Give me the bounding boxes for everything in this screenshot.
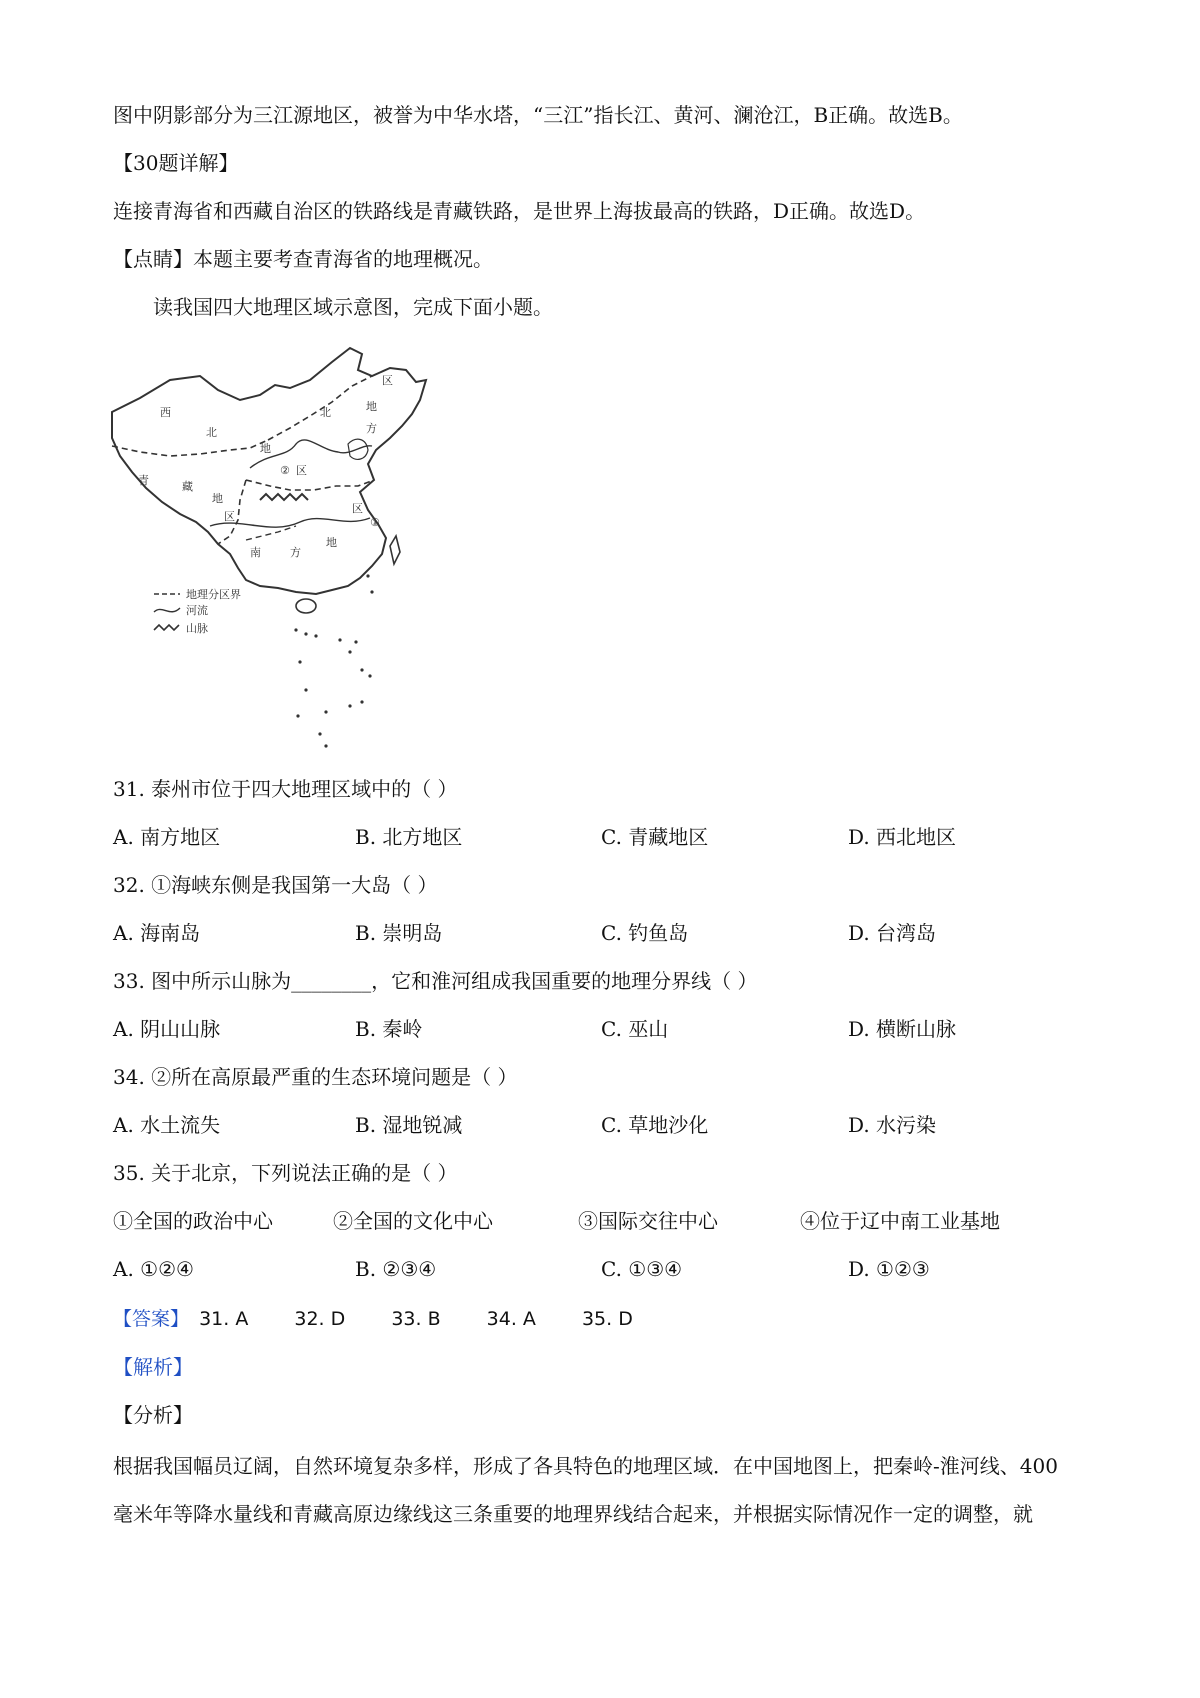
label-qing: 青	[138, 474, 149, 487]
boundary-south	[246, 526, 296, 540]
q33-option-b[interactable]: B. 秦岭	[355, 1017, 423, 1041]
china-outline	[112, 348, 426, 594]
analysis-label: 【解析】	[113, 1355, 193, 1379]
q32-option-c[interactable]: C. 钓鱼岛	[601, 921, 689, 945]
map-legend	[154, 587, 241, 635]
answer-item: 35. D	[581, 1308, 633, 1330]
question-34-stem: 34. ②所在高原最严重的生态环境问题是（ ）	[113, 1065, 518, 1089]
q31-option-b[interactable]: B. 北方地区	[355, 825, 463, 849]
answer-item: 33. B	[391, 1308, 441, 1330]
q35-statement-1: ①全国的政治中心	[113, 1209, 273, 1233]
intro-line-1: 图中阴影部分为三江源地区，被誉为中华水塔，“三江”指长江、黄河、澜沧江，B正确。故选B。	[113, 103, 963, 127]
q34-option-b[interactable]: B. 湿地锐减	[355, 1113, 463, 1137]
analysis-line-1: 根据我国幅员辽阔，自然环境复杂多样，形成了各具特色的地理区域．在中国地图上，把秦岭-淮河线、400	[113, 1454, 1058, 1478]
label-marker-2: ②	[280, 464, 290, 477]
label-di-qz: 地	[212, 492, 223, 505]
q34-option-c[interactable]: C. 草地沙化	[601, 1113, 709, 1137]
q33-option-c[interactable]: C. 巫山	[601, 1017, 669, 1041]
question-31-stem: 31. 泰州市位于四大地理区域中的（ ）	[113, 777, 458, 801]
analysis-line-2: 毫米年等降水量线和青藏高原边缘线这三条重要的地理界线结合起来，并根据实际情况作一定的调整，就	[113, 1502, 1033, 1526]
q31-option-d[interactable]: D. 西北地区	[848, 825, 957, 849]
q35-statement-4: ④位于辽中南工业基地	[800, 1209, 1000, 1233]
q35-option-b[interactable]: B. ②③④	[355, 1257, 437, 1281]
label-xi: 西	[160, 406, 171, 419]
map-prompt: 读我国四大地理区域示意图，完成下面小题。	[153, 295, 553, 319]
label-qu-qz: 区	[224, 510, 235, 523]
river-line-icon	[154, 608, 180, 612]
taiwan-island	[390, 536, 400, 564]
question-35-stem: 35. 关于北京，下列说法正确的是（ ）	[113, 1161, 458, 1185]
question-32-stem: 32. ①海峡东侧是我国第一大岛（ ）	[113, 873, 438, 897]
intro-line-2: 连接青海省和西藏自治区的铁路线是青藏铁路，是世界上海拔最高的铁路，D正确。故选D。	[113, 199, 926, 223]
legend-boundary: 地理分区界	[186, 588, 241, 601]
label-qu-n: 区	[382, 374, 393, 387]
q35-option-d[interactable]: D. ①②③	[848, 1257, 930, 1281]
label-fang-s: 方	[290, 546, 301, 559]
label-marker-1: ①	[370, 516, 380, 529]
label-di-s: 地	[326, 536, 337, 549]
label-di-nw: 地	[260, 442, 271, 455]
china-four-regions-map	[100, 340, 470, 760]
label-bei-nw: 北	[206, 426, 217, 439]
q31-option-c[interactable]: C. 青藏地区	[601, 825, 709, 849]
q35-statement-2: ②全国的文化中心	[333, 1209, 493, 1233]
q32-option-d[interactable]: D. 台湾岛	[848, 921, 937, 945]
q35-statement-3: ③国际交往中心	[578, 1209, 718, 1233]
answer-label: 【答案】	[113, 1308, 190, 1330]
label-di-n: 地	[366, 400, 377, 413]
q33-option-d[interactable]: D. 横断山脉	[848, 1017, 957, 1041]
hainan-island	[296, 599, 316, 613]
legend-river: 河流	[186, 604, 208, 617]
q35-option-a[interactable]: A. ①②④	[113, 1257, 194, 1281]
question-33-stem: 33. 图中所示山脉为________，它和淮河组成我国重要的地理分界线（ ）	[113, 969, 758, 993]
label-qu-nw: 区	[296, 464, 307, 477]
legend-mountain: 山脉	[186, 622, 208, 635]
label-qu-s: 区	[352, 502, 363, 515]
answer-item: 34. A	[486, 1308, 536, 1330]
answer-item: 32. D	[294, 1308, 346, 1330]
qinling-mountain	[260, 494, 308, 500]
boundary-northwest	[112, 440, 268, 456]
boundary-qinling	[246, 480, 374, 490]
label-nan: 南	[250, 546, 261, 559]
q31-option-a[interactable]: A. 南方地区	[113, 825, 221, 849]
q34-option-a[interactable]: A. 水土流失	[113, 1113, 221, 1137]
mountain-line-icon	[154, 625, 179, 630]
answer-item: 31. A	[199, 1308, 249, 1330]
q34-option-d[interactable]: D. 水污染	[848, 1113, 937, 1137]
q30-header: 【30题详解】	[113, 151, 239, 175]
label-fang-n: 方	[366, 422, 377, 435]
label-zang: 藏	[182, 480, 193, 493]
q32-option-a[interactable]: A. 海南岛	[113, 921, 201, 945]
q33-option-a[interactable]: A. 阴山山脉	[113, 1017, 221, 1041]
fenxi-label: 【分析】	[113, 1403, 193, 1427]
label-bei-n: 北	[320, 406, 331, 419]
south-sea-islands	[294, 574, 373, 747]
q35-option-c[interactable]: C. ①③④	[601, 1257, 683, 1281]
answer-row	[113, 1304, 673, 1334]
key-point-note: 【点睛】本题主要考查青海省的地理概况。	[113, 247, 493, 271]
q32-option-b[interactable]: B. 崇明岛	[355, 921, 443, 945]
